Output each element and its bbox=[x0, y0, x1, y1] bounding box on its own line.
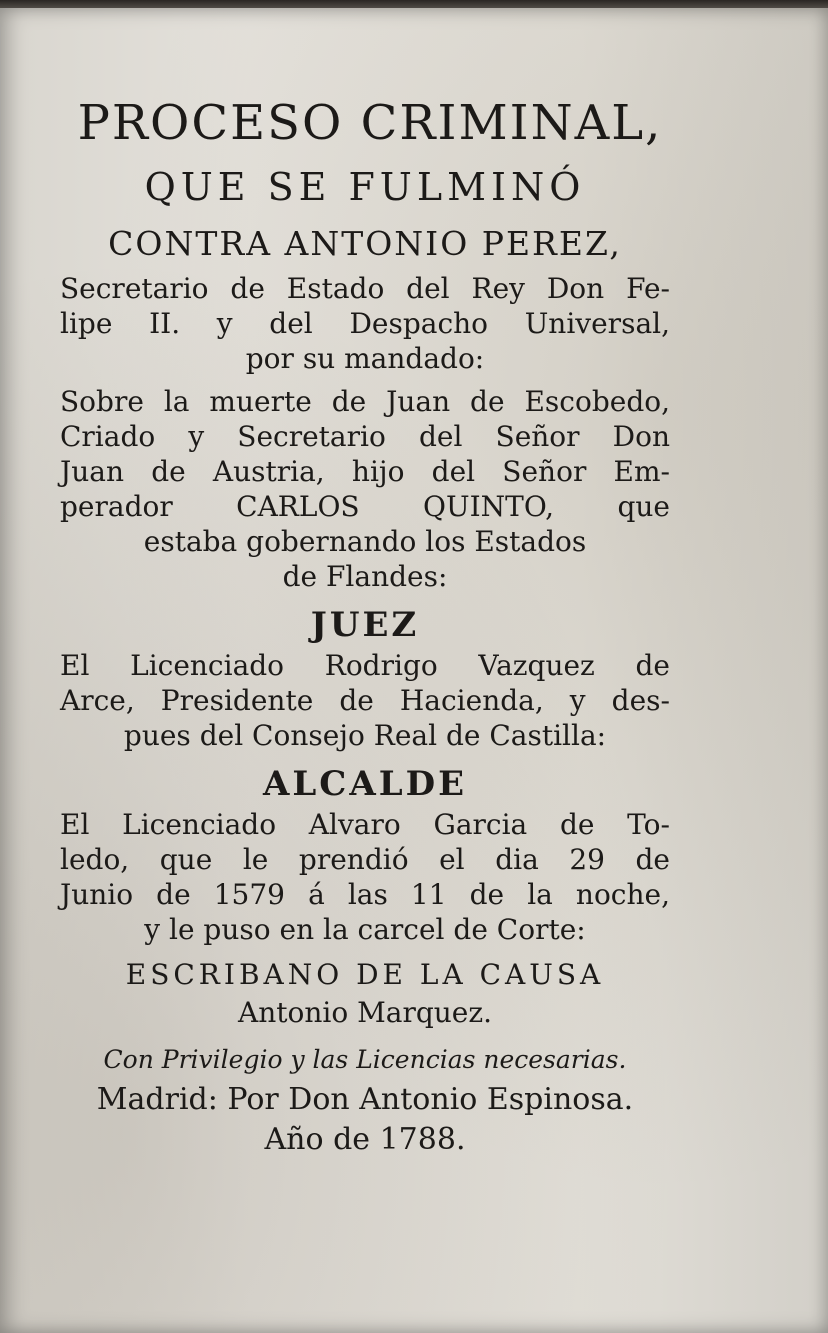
privilege-line: Con Privilegio y las Licencias necesarias. bbox=[103, 1045, 627, 1074]
juez-heading: JUEZ bbox=[310, 605, 420, 645]
intro-line-1: Secretario de Estado del Rey Don Fe- bbox=[60, 272, 670, 305]
title-line-3: CONTRA ANTONIO PEREZ, bbox=[108, 224, 622, 263]
escribano-heading: ESCRIBANO DE LA CAUSA bbox=[125, 958, 605, 991]
sobre-line-6: de Flandes: bbox=[282, 560, 448, 593]
intro-line-3: por su mandado: bbox=[245, 342, 485, 375]
sobre-line-4: perador CARLOS QUINTO, que bbox=[60, 490, 670, 523]
imprint-line: Madrid: Por Don Antonio Espinosa. bbox=[96, 1082, 634, 1117]
escribano-name: Antonio Marquez. bbox=[237, 996, 493, 1029]
alcalde-heading: ALCALDE bbox=[262, 764, 468, 804]
sobre-line-5: estaba gobernando los Estados bbox=[143, 525, 587, 558]
year-line: Año de 1788. bbox=[264, 1122, 466, 1157]
juez-line-1: El Licenciado Rodrigo Vazquez de bbox=[60, 649, 670, 682]
title-line-2: QUE SE FULMINÓ bbox=[144, 165, 586, 209]
sobre-line-1: Sobre la muerte de Juan de Escobedo, bbox=[60, 385, 670, 418]
alcalde-line-4: y le puso en la carcel de Corte: bbox=[144, 913, 586, 946]
title-page bbox=[0, 8, 828, 1333]
alcalde-line-1: El Licenciado Alvaro Garcia de To- bbox=[60, 808, 670, 841]
intro-line-2: lipe II. y del Despacho Universal, bbox=[60, 307, 670, 340]
sobre-line-3: Juan de Austria, hijo del Señor Em- bbox=[60, 455, 670, 488]
juez-line-2: Arce, Presidente de Hacienda, y des- bbox=[60, 684, 670, 717]
title-page-text bbox=[60, 93, 670, 1160]
alcalde-line-2: ledo, que le prendió el dia 29 de bbox=[60, 843, 670, 876]
sobre-line-2: Criado y Secretario del Señor Don bbox=[60, 420, 670, 453]
alcalde-line-3: Junio de 1579 á las 11 de la noche, bbox=[60, 878, 670, 911]
juez-line-3: pues del Consejo Real de Castilla: bbox=[123, 719, 607, 752]
title-line-1: PROCESO CRIMINAL, bbox=[77, 95, 663, 151]
